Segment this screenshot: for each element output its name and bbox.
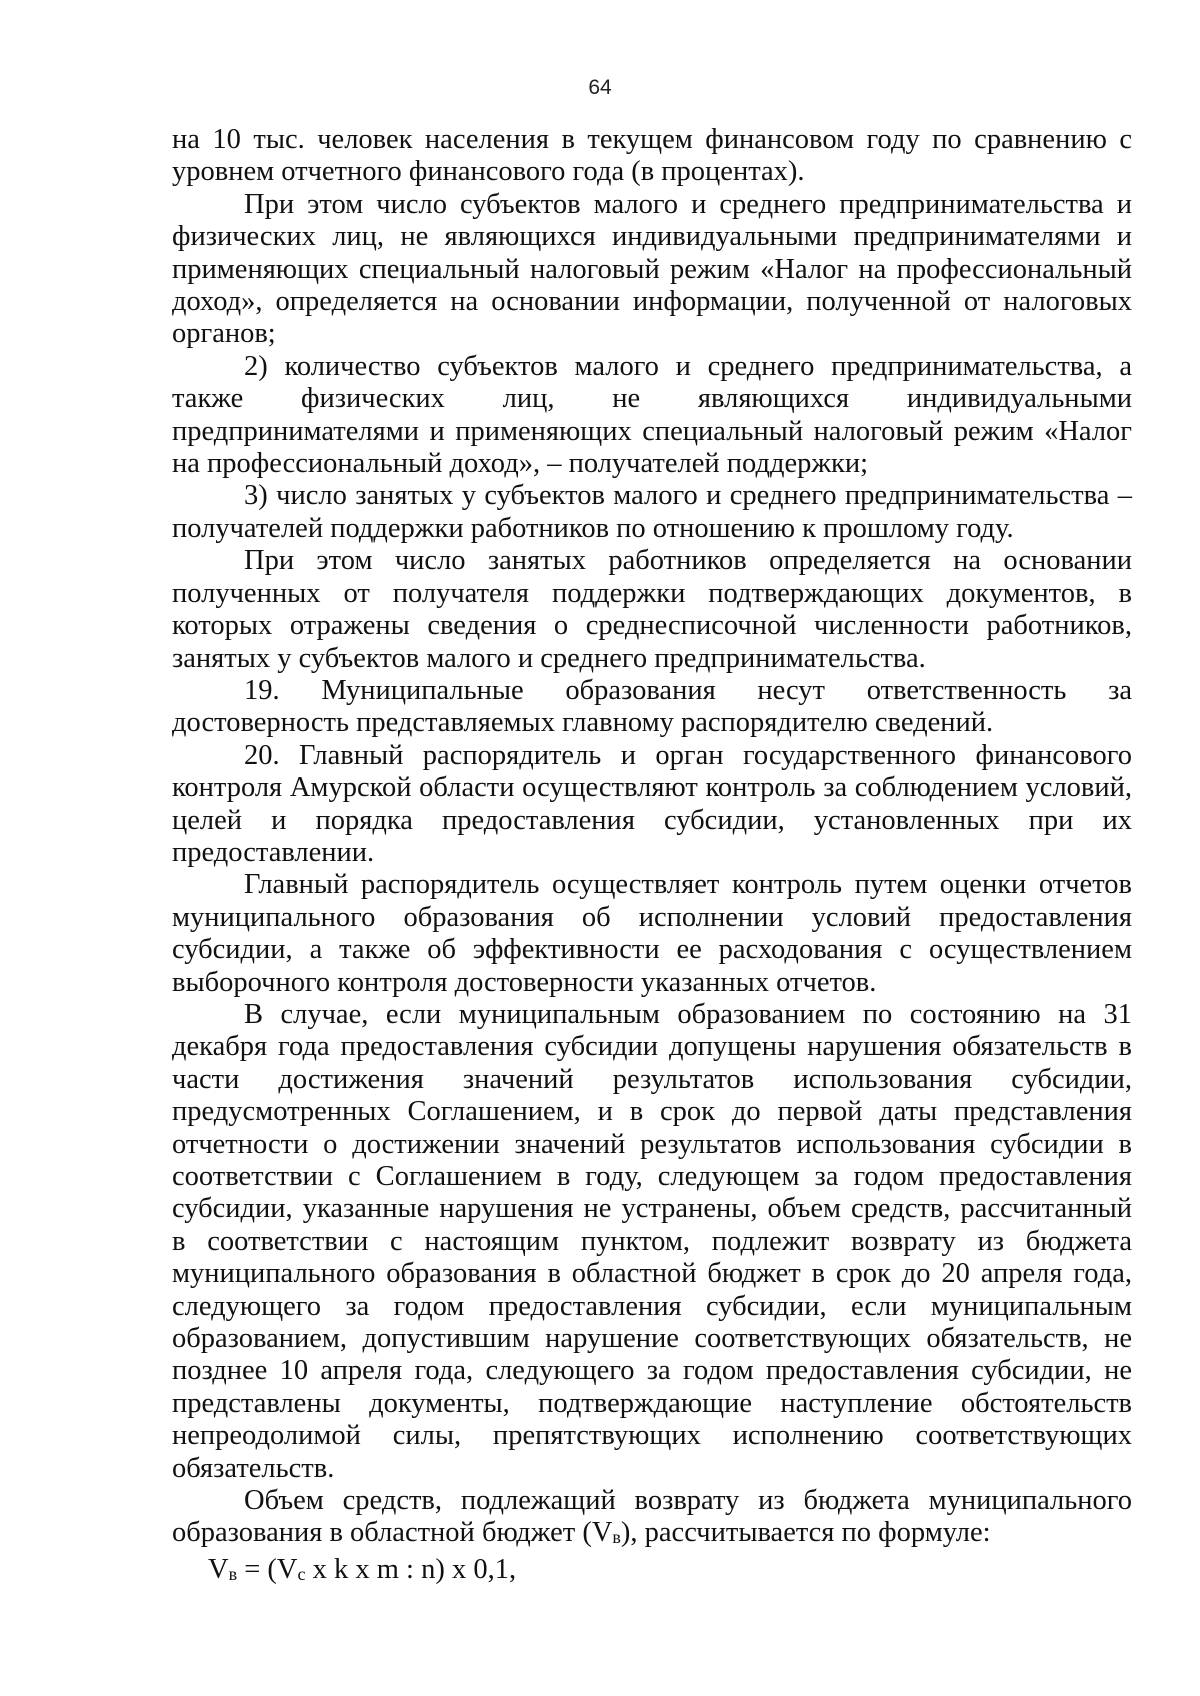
paragraph-clause-20: 20. Главный распорядитель и орган государственного финансового контроля Амурской области осуществляют контроль за соблюдением условий, целей и порядка предоставления субсидии, установленных при их предоставлении. [172,739,1132,868]
paragraph-continuation: на 10 тыс. человек населения в текущем финансовом году по сравнению с уровнем отчетного финансового года (в процентах). [172,124,1132,188]
paragraph-control: Главный распорядитель осуществляет контроль путем оценки отчетов муниципального образования об исполнении условий предоставления субсидии, а также об эффективности ее расходования с осуществлением выборочного контроля достоверности указанных отчетов. [172,869,1132,998]
formula-mid-sub: с [297,1563,306,1584]
formula [172,1554,1132,1590]
formula-mid: = (V [237,1553,298,1585]
formula-lhs: V [208,1553,229,1585]
page-number: 64 [588,76,612,99]
paragraph-tax-authorities: При этом число субъектов малого и среднего предпринимательства и физических лиц, не являющихся индивидуальными предпринимателями и применяющих специальный налоговый режим «Налог на профессиональный доход», определяется на основании информации, полученной от налоговых органов; [172,188,1132,350]
paragraph-item-3: 3) число занятых у субъектов малого и среднего предпринимательства – получателей поддержки работников по отношению к прошлому году. [172,480,1132,544]
paragraph-formula-intro [172,1485,1132,1554]
formula-intro-sub: в [612,1527,621,1548]
paragraph-violations: В случае, если муниципальным образованием по состоянию на 31 декабря года предоставления субсидии допущены нарушения обязательств в части достижения значений результатов использования субсидии, предусмотренных Соглашением, и в срок до первой даты представления отчетности о достижении значений результатов использования субсидии в соответствии с Соглашением в году, следующем за годом предоставления субсидии, указанные нарушения не устранены, объем средств, рассчитанный в соответствии с настоящим пунктом, подлежит возврату из бюджета муниципального образования в областной бюджет в срок до 20 апреля года, следующего за годом предоставления субсидии, если муниципальным образованием, допустившим нарушение соответствующих обязательств, не позднее 10 апреля года, следующего за годом предоставления субсидии, не представлены документы, подтверждающие наступление обстоятельств непреодолимой силы, препятствующих исполнению соответствующих обязательств. [172,998,1132,1484]
formula-rest: x k x m : n) x 0,1, [305,1553,517,1585]
formula-intro-after: ), рассчитывается по формуле: [620,1517,991,1549]
document-body [172,124,1132,1590]
paragraph-clause-19: 19. Муниципальные образования несут ответственность за достоверность представляемых главному распорядителю сведений. [172,674,1132,739]
paragraph-item-2: 2) количество субъектов малого и среднего предпринимательства, а также физических лиц, не являющихся индивидуальными предпринимателями и применяющих специальный налоговый режим «Налог на профессиональный доход», – получателей поддержки; [172,350,1132,480]
formula-intro-before: Объем средств, подлежащий возврату из бюджета муниципального образования в областной бюджет (V [172,1485,1132,1549]
paragraph-employees: При этом число занятых работников определяется на основании полученных от получателя поддержки подтверждающих документов, в которых отражены сведения о среднесписочной численности работников, занятых у субъектов малого и среднего предпринимательства. [172,545,1132,674]
formula-lhs-sub: в [228,1563,238,1584]
